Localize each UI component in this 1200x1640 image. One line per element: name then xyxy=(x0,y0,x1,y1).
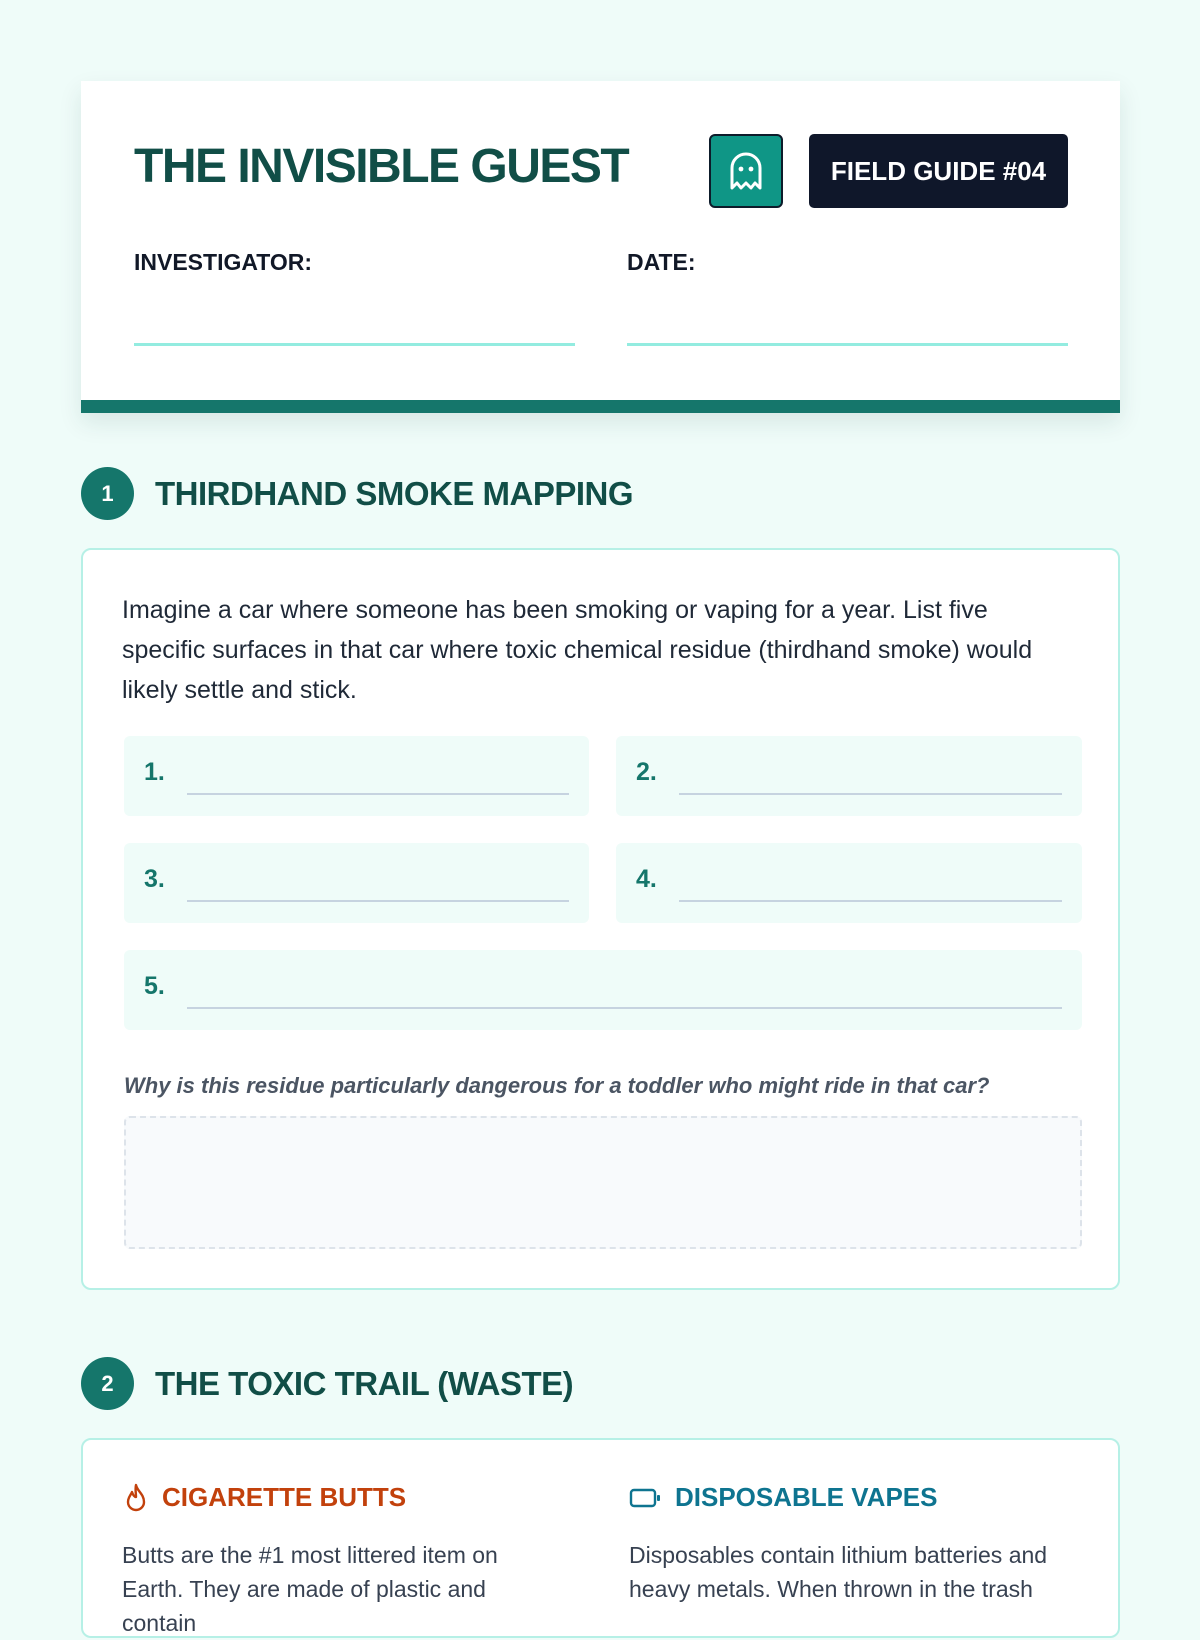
answer-line[interactable] xyxy=(187,793,569,795)
disposable-vapes-label: DISPOSABLE VAPES xyxy=(675,1482,938,1512)
section-1-number: 1 xyxy=(81,467,134,520)
battery-icon xyxy=(629,1487,661,1509)
flame-icon xyxy=(124,1483,148,1513)
investigator-field[interactable] xyxy=(134,343,575,346)
section-2-number: 2 xyxy=(81,1357,134,1410)
answer-number: 1. xyxy=(144,758,165,786)
section-1-card xyxy=(81,548,1120,1290)
section-1-title: THIRDHAND SMOKE MAPPING xyxy=(155,474,634,512)
answer-box-2[interactable] xyxy=(616,736,1082,816)
answer-number: 5. xyxy=(144,972,165,1000)
cigarette-butts-text: Butts are the #1 most littered item on Earth. They are made of plastic and contain xyxy=(122,1542,498,1636)
answer-number: 3. xyxy=(144,865,165,893)
section-2-heading xyxy=(81,1357,573,1410)
answer-box-1[interactable] xyxy=(124,736,589,816)
cigarette-butts-label: CIGARETTE BUTTS xyxy=(162,1482,407,1512)
ghost-icon xyxy=(729,152,763,190)
answer-line[interactable] xyxy=(679,793,1062,795)
answer-box-5[interactable] xyxy=(124,950,1082,1030)
disposable-vapes-heading xyxy=(629,1482,937,1513)
date-label: DATE: xyxy=(627,249,696,275)
answer-number: 4. xyxy=(636,865,657,893)
date-field[interactable] xyxy=(627,343,1068,346)
answer-box-3[interactable] xyxy=(124,843,589,923)
cigarette-butts-heading xyxy=(124,1482,406,1513)
section-2-card xyxy=(81,1438,1120,1638)
ghost-badge xyxy=(709,134,783,208)
investigator-label: INVESTIGATOR: xyxy=(134,249,313,275)
answer-number: 2. xyxy=(636,758,657,786)
header-card xyxy=(81,81,1120,413)
disposable-vapes-text: Disposables contain lithium batteries and heavy metals. When thrown in the trash xyxy=(629,1542,1048,1602)
field-guide-badge: FIELD GUIDE #04 xyxy=(809,134,1068,208)
answer-box-4[interactable] xyxy=(616,843,1082,923)
answer-line[interactable] xyxy=(187,1007,1062,1009)
answer-line[interactable] xyxy=(679,900,1062,902)
toddler-response-area[interactable] xyxy=(124,1116,1082,1249)
page-title: THE INVISIBLE GUEST xyxy=(134,140,629,193)
section-2-title: THE TOXIC TRAIL (WASTE) xyxy=(155,1364,574,1402)
section-1-instructions: Imagine a car where someone has been smoking or vaping for a year. List five specific surfaces in that car where toxic chemical residue (thirdhand smoke) would likely settle and stick. xyxy=(122,596,1033,704)
answer-line[interactable] xyxy=(187,900,569,902)
section-1-heading xyxy=(81,467,633,520)
toddler-question: Why is this residue particularly dangerous for a toddler who might ride in that car? xyxy=(124,1073,990,1098)
